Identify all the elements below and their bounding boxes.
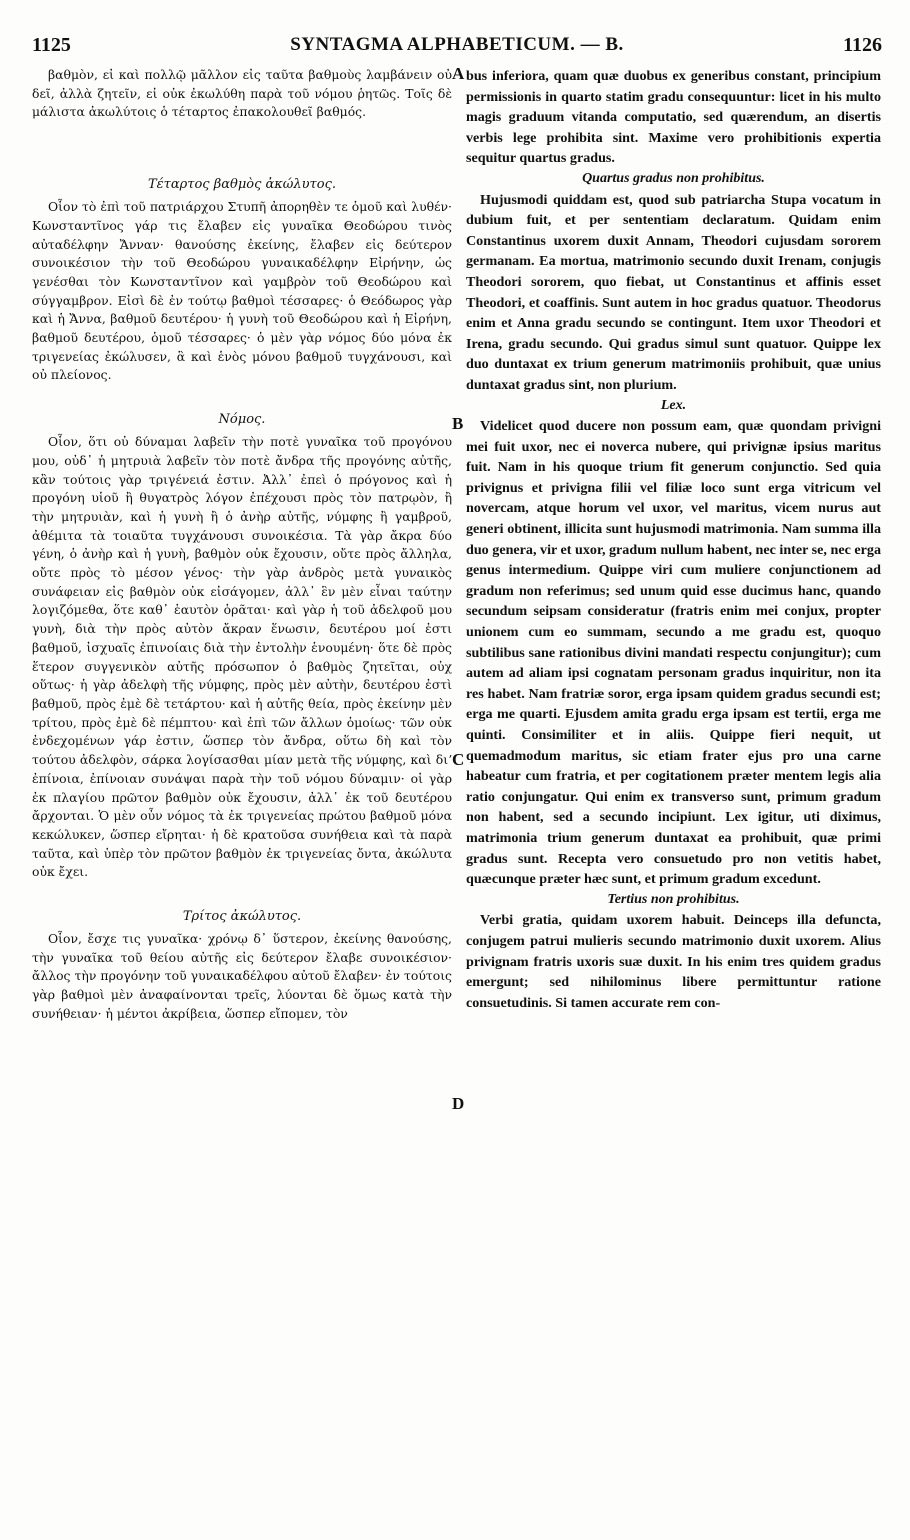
running-header — [32, 34, 882, 60]
latin-column — [466, 66, 881, 1013]
latin-paragraph-2: Hujusmodi quiddam est, quod sub patriarcha Stupa vocatum in dubium fuit, et per sententiam declaratum. Quidam enim Constantinus uxorem duxit Annam, Theodori cujusdam sororem germanam. Ea mortua, matrimonio secundo duxit Irenam, conjugis Theodori sororem, quo fiebat, ut Constantinus et affinis esset Theodori, et coaffinis. Sunt autem in hoc gradus quatuor. Theodorus enim et Anna gradu secundo se contingunt. Item uxor Theodori et Irena, gradu secundo. Qui gradus simul sunt quatuor. Quippe lex duo duntaxat ex trium generum matrimoniis prohibuit, quæ unius duntaxat gradus sint, non plurium. — [466, 191, 881, 393]
latin-heading-law: Lex. — [660, 397, 687, 413]
greek-paragraph-4: Οἷον, ἔσχε τις γυναῖκα· χρόνῳ δ᾽ ὕστερον, ἐκείνης θανούσης, τὴν γυναῖκα τοῦ θείου αὐτῆς εἰς δεύτερον ἔλαβε συνοικέσιον· ἄλλος τὴν προγόνην τοῦ γυναικαδέλφου αὐτοῦ ἔλαβεν· ἐν τούτοις γὰρ βαθμοὶ μὲν ἀναφαίνονται τρεῖς, λύονται δὲ ὅμως κατὰ τὴν συνήθειαν· ἡ μέντοι ἀκρίβεια, ὥσπερ εἴπομεν, τὸν — [32, 931, 452, 1021]
margin-letter-c: C — [452, 750, 465, 769]
latin-paragraph-1: bus inferiora, quam quæ duobus ex generibus constant, principium permissionis in quarto statim gradu consequuntur: licet in his multo magis graduum vitanda computatio, sed quærendum, an disertis verbis lege prohibita sint. Maxime vero prohibitionis expertia sequitur quartus gradus. — [466, 68, 881, 167]
greek-heading-law: Νόμος. — [218, 412, 266, 428]
margin-letter-a: A — [452, 64, 465, 83]
latin-heading-fourth-degree: Quartus gradus non prohibitus. — [582, 170, 765, 186]
running-title: SYNTAGMA ALPHABETICUM. — B. — [290, 34, 624, 55]
greek-paragraph-2: Οἷον τὸ ἐπὶ τοῦ πατριάρχου Στυπῆ ἀπορηθὲν τε ὁμοῦ καὶ λυθέν· Κωνσταντῖνος γάρ τις ἔλαβεν εἰς γυναῖκα Θεοδώρου τινὸς αὐταδέλφην Ἄνναν· θανούσης ἐκείνης, ἔλαβεν εἰς δεύτερον συνοικέσιον τὴν τοῦ Θεοδώρου γυναικαδέλφην Εἰρήνην, ὡς γενέσθαι τὸν Κωνσταντῖνον καὶ γαμβρὸν τοῦ Θεοδώρου καὶ σύγγαμβρον. Εἰσὶ δὲ ἐν τούτῳ βαθμοὶ τέσσαρες· ὁ Θεόδωρος γὰρ καὶ ἡ Ἄννα, βαθμοῦ δευτέρου· ἡ γυνὴ τοῦ Θεοδώρου καὶ ἡ Εἰρήνη, βαθμοῦ δευτέρου, ὁμοῦ τέσσαρες· ὁ μὲν γὰρ νόμος δύο μόνα ἐκ τριγενείας ἐκώλυσεν, ἃ καὶ ἑνὸς μόνου βαθμοῦ τυγχάνουσι, καὶ οὐ πλείονος. — [32, 199, 452, 383]
greek-paragraph-3: Οἷον, ὅτι οὐ δύναμαι λαβεῖν τὴν ποτὲ γυναῖκα τοῦ προγόνου μου, οὐδ᾽ ἡ μητρυιὰ λαβεῖν τὸν ποτὲ ἄνδρα τῆς προγόνης αὐτῆς, κἂν τούτοις γὰρ τριγένειά ἐστιν. Ἀλλ᾽ ἐπεὶ ὁ πρόγονος καὶ ἡ προγόνη υἱοῦ ἢ θυγατρὸς λόγον ἐπέχουσι πρὸς τὸν πατρῳὸν, ἢ τὴν μητρυιὰν, καὶ ἡ γυνὴ ἢ ὁ ἀνὴρ αὐτῆς, νύμφης ἢ γαμβροῦ, ἀθέμιτα τὰ τοιαῦτα τυγχάνουσι συνοικέσια. Τὰ γὰρ ἄκρα δύο γένη, ὁ ἀνὴρ καὶ ἡ γυνὴ, βαθμὸν οὐκ ἔχουσιν, οὔτε πρὸς ἄλληλα, οὔτε πρὸς τὸ μέσον γένος· τὴν γὰρ ἀνδρὸς μετὰ γυναικὸς συνάφειαν εἰς βαθμὸν οὐκ εἰσάγομεν, ἀλλ᾽ ἓν μὲν εἶναι ταύτην λογιζόμεθα, ὅτε καθ᾽ ἑαυτὸν ὁρᾶται· καὶ γὰρ ἡ τοῦ ἀδελφοῦ μου γυνὴ, διὰ τὴν πρὸς αὐτὸν ἄκραν ἕνωσιν, δευτέρου μοί ἐστι βαθμοῦ, ἰσχυαῖς ἐπινοίαις διὰ τὴν ἐντολὴν ἑνουμένη· ὅτε δὲ πρὸς ἕτερον συγγενικὸν αὐτῆς πρόσωπον ὁ βαθμὸς ζητεῖται, οὐχ οὕτως· ἡ γὰρ ἀδελφὴ τῆς νύμφης, πρὸς μὲν αὐτὴν, δευτέρου ἐστὶ βαθμοῦ, πρὸς ἐμὲ δὲ τετάρτου· καὶ ἡ αὐτῆς θεία, πρὸς ἐκείνην μὲν τρίτου, πρὸς ἐμὲ δὲ πέμπτου· καὶ ἐπὶ τῶν ἄλλων ὁμοίως· τῶν οὐκ ἐνδεχομένων γάρ ἐστιν, ὥσπερ τὸν ἄνδρα, οὕτω δὴ καὶ τὸν τούτου ἀδελφὸν, σάρκα λογίσασθαι μίαν μετὰ τῆς νύμφης, καὶ διʼ ἐπίνοια, ἐπίνοιαν συνάψαι παρὰ τὴν τοῦ νόμου δύναμιν· οἱ γὰρ ἐκ πλαγίου πρῶτον βαθμὸν οὐκ ἔχουσιν, ἀλλ᾽ ἐκ τοῦ δευτέρου ἄρχονται. Ὁ μὲν οὖν νόμος τὰ ἐκ τριγενείας πρώτου βαθμοῦ μόνα κεκώλυκεν, ὥσπερ εἴρηται· ἡ δὲ κρατοῦσα συνήθεια καὶ τὰ παρὰ ταῦτα, καὶ ὑπὲρ τὸν πρῶτον βαθμὸν ἐκ τριγενείας ὄντα, ἀκώλυτα οὐκ ἔχει. — [32, 434, 452, 880]
latin-paragraph-3: Videlicet quod ducere non possum eam, quæ quondam privigni mei fuit uxor, nec ei noverca nubere, qui privignæ ipsius maritus fuit. Nam in his quoque trium fit generum conjunctio. Sed quia privignus et privigna filii vel filiæ loco sunt erga vitricum vel novercam, atque horum vel uxor, vel maritus, vicem nurus aut generi obtinent, illicita sunt hujusmodi matrimonia. Nam summa illa duo genera, vir et uxor, gradum nullum habent, nec inter se, nec erga genus intermedium. Quippe viri cum muliere conjunctionem ad gradum non referimus; sed unum quid esse ducimus hanc, quando secundum seipsam consideratur (fratris enim mei conjux, propter unionem cum eo summam, secundo a me gradu est, quoquo subtilibus sane rationibus divini mandati respectu conjungitur); cum autem ad aliam ipsi cognatam personam gradus inquiritur, non ita res habet. Nam fratriæ soror, erga ipsam quidem gradus secundi est; erga me quarti. Ejusdem amita gradu erga ipsam est tertii, erga me quinti. Consimiliter et in aliis. Quippe fieri nequit, ut quemadmodum maritus, sic etiam frater ejus pro una carne habeatur cum fratria, et per cogitationem præter mentem legis alia ratio conjungatur. Qui enim ex transverso sunt, primum gradum non habent, sed a secundo incipiunt. Lex igitur, uti diximus, matrimonia trium generum duntaxat ea prohibuit, quæ primi gradus sunt. Recepta vero consuetudo pro non vetitis habet, quæcunque præter hæc sunt, et primum gradum excedunt. — [466, 418, 881, 888]
greek-paragraph-1: βαθμὸν, εἰ καὶ πολλῷ μᾶλλον εἰς ταῦτα βαθμοὺς λαμβάνειν οὐ δεῖ, ἀλλὰ ζητεῖν, εἰ οὐκ ἐκωλύθη παρὰ τοῦ νόμου ῥητῶς. Τοῖς δὲ μάλιστα ἀκωλύτοις ὁ τέταρτος ἐπακολουθεῖ βαθμός. — [32, 67, 452, 120]
latin-paragraph-4: Verbi gratia, quidam uxorem habuit. Deinceps illa defuncta, conjugem patrui mulieris secundo matrimonio duxit uxorem. Alius privignam fratris uxoris suæ duxit. In his enim tres quidem gradus emergunt; sed nihilominus libere permittuntur ratione consuetudinis. Si tamen accurate rem con- — [466, 912, 881, 1011]
latin-heading-third-degree: Tertius non prohibitus. — [607, 891, 740, 907]
margin-letter-b: B — [452, 414, 464, 433]
greek-column — [32, 66, 452, 1024]
greek-heading-fourth-degree: Τέταρτος βαθμὸς ἀκώλυτος. — [148, 177, 336, 193]
greek-heading-third-degree: Τρίτος ἀκώλυτος. — [182, 909, 302, 925]
margin-letter-d: D — [452, 1094, 465, 1113]
right-page-number: 1126 — [843, 34, 882, 56]
left-page-number: 1125 — [32, 34, 71, 56]
